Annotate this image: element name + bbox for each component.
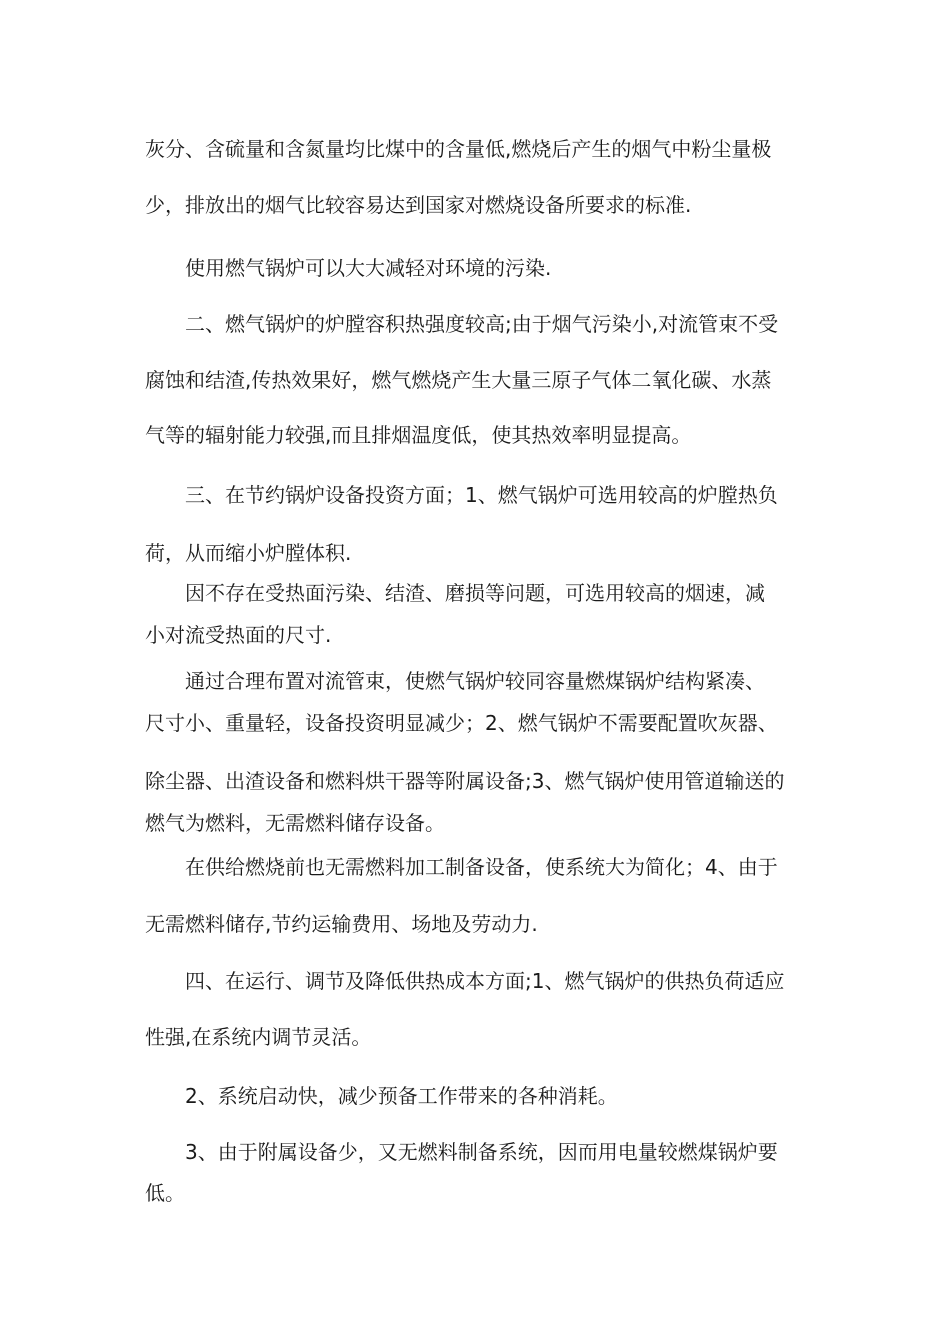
text-line: 气等的辐射能力较强,而且排烟温度低，使其热效率明显提高。 (145, 423, 692, 447)
text-line: 燃气为燃料，无需燃料储存设备。 (145, 811, 445, 835)
text-line: 小对流受热面的尺寸. (145, 623, 332, 647)
text-line: 灰分、含硫量和含氮量均比煤中的含量低,燃烧后产生的烟气中粉尘量极 (145, 137, 772, 161)
text-line: 荷，从而缩小炉膛体积. (145, 541, 352, 565)
text-line: 尺寸小、重量轻，设备投资明显减少；2、燃气锅炉不需要配置吹灰器、 (145, 711, 778, 735)
text-line: 3、由于附属设备少，又无燃料制备系统，因而用电量较燃煤锅炉要 (185, 1140, 778, 1164)
text-line: 三、在节约锅炉设备投资方面；1、燃气锅炉可选用较高的炉膛热负 (185, 483, 778, 507)
text-line: 二、燃气锅炉的炉膛容积热强度较高;由于烟气污染小,对流管束不受 (185, 312, 779, 336)
text-line: 性强,在系统内调节灵活。 (145, 1025, 372, 1049)
text-line: 通过合理布置对流管束，使燃气锅炉较同容量燃煤锅炉结构紧凑、 (185, 669, 765, 693)
text-line: 2、系统启动快，减少预备工作带来的各种消耗。 (185, 1084, 618, 1108)
text-line: 四、在运行、调节及降低供热成本方面;1、燃气锅炉的供热负荷适应 (185, 969, 785, 993)
text-line: 少，排放出的烟气比较容易达到国家对燃烧设备所要求的标准. (145, 193, 692, 217)
text-line: 除尘器、出渣设备和燃料烘干器等附属设备;3、燃气锅炉使用管道输送的 (145, 769, 785, 793)
text-line: 低。 (145, 1181, 185, 1205)
text-line: 使用燃气锅炉可以大大减轻对环境的污染. (185, 256, 552, 280)
text-line: 无需燃料储存,节约运输费用、场地及劳动力. (145, 912, 538, 936)
text-line: 因不存在受热面污染、结渣、磨损等问题，可选用较高的烟速，减 (185, 581, 765, 605)
text-line: 在供给燃烧前也无需燃料加工制备设备，使系统大为简化；4、由于 (185, 855, 778, 879)
text-line: 腐蚀和结渣,传热效果好，燃气燃烧产生大量三原子气体二氧化碳、水蒸 (145, 368, 772, 392)
